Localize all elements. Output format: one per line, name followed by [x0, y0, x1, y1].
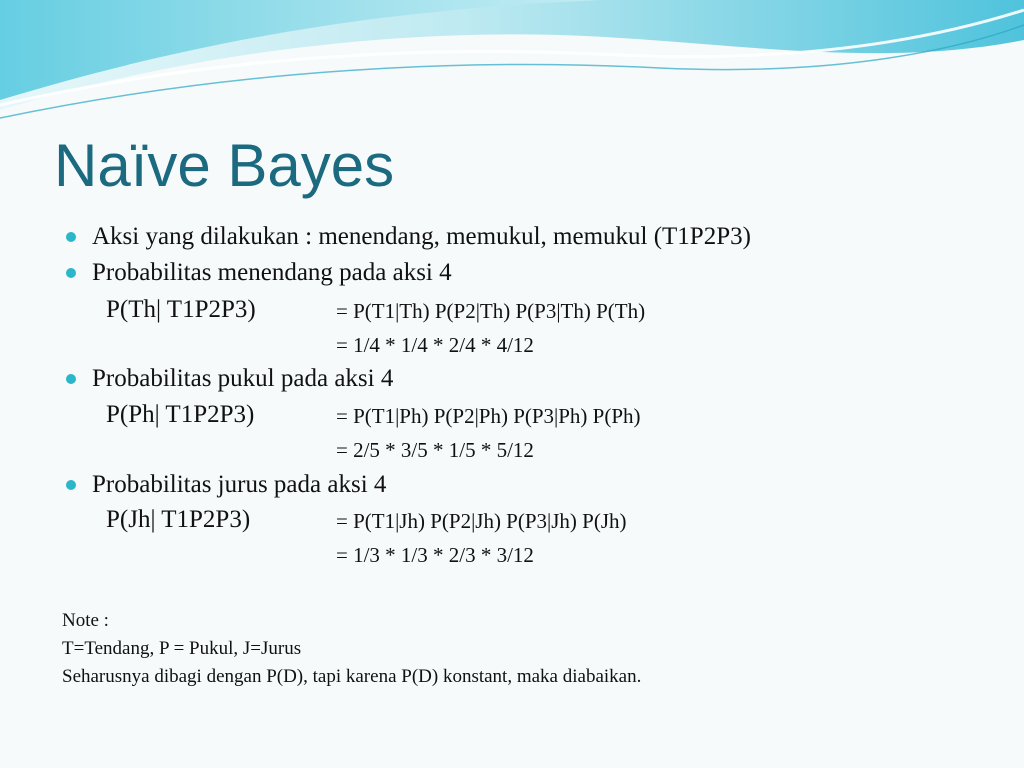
- bullet-dot-icon: [66, 232, 76, 242]
- formula-lhs: P(Jh| T1P2P3): [106, 506, 251, 533]
- bullet-text: Probabilitas pukul pada aksi 4: [92, 365, 394, 392]
- note-heading: Note :: [62, 610, 109, 631]
- formula-lhs: P(Th| T1P2P3): [106, 296, 256, 323]
- slide-title: Naïve Bayes: [54, 132, 395, 199]
- bullet-text: Probabilitas jurus pada aksi 4: [92, 471, 387, 498]
- bullet-text: Aksi yang dilakukan : menendang, memukul, memukul (T1P2P3): [92, 223, 751, 250]
- note-legend: T=Tendang, P = Pukul, J=Jurus: [62, 638, 302, 659]
- formula-rhs-line: = P(T1|Jh) P(P2|Jh) P(P3|Jh) P(Jh): [336, 509, 627, 533]
- bullet-dot-icon: [66, 480, 76, 490]
- formula-rhs-line: = 1/3 * 1/3 * 2/3 * 3/12: [336, 543, 534, 567]
- bullet-dot-icon: [66, 374, 76, 384]
- formula-lhs: P(Ph| T1P2P3): [106, 401, 255, 428]
- bullet-text: Probabilitas menendang pada aksi 4: [92, 259, 452, 286]
- header-wave-decoration: [0, 0, 1024, 130]
- note-explanation: Seharusnya dibagi dengan P(D), tapi karena P(D) konstant, maka diabaikan.: [62, 666, 642, 687]
- bullet-dot-icon: [66, 268, 76, 278]
- formula-rhs-line: = P(T1|Th) P(P2|Th) P(P3|Th) P(Th): [336, 299, 646, 323]
- formula-rhs-line: = P(T1|Ph) P(P2|Ph) P(P3|Ph) P(Ph): [336, 404, 641, 428]
- formula-rhs-line: = 2/5 * 3/5 * 1/5 * 5/12: [336, 438, 534, 462]
- formula-rhs-line: = 1/4 * 1/4 * 2/4 * 4/12: [336, 333, 534, 357]
